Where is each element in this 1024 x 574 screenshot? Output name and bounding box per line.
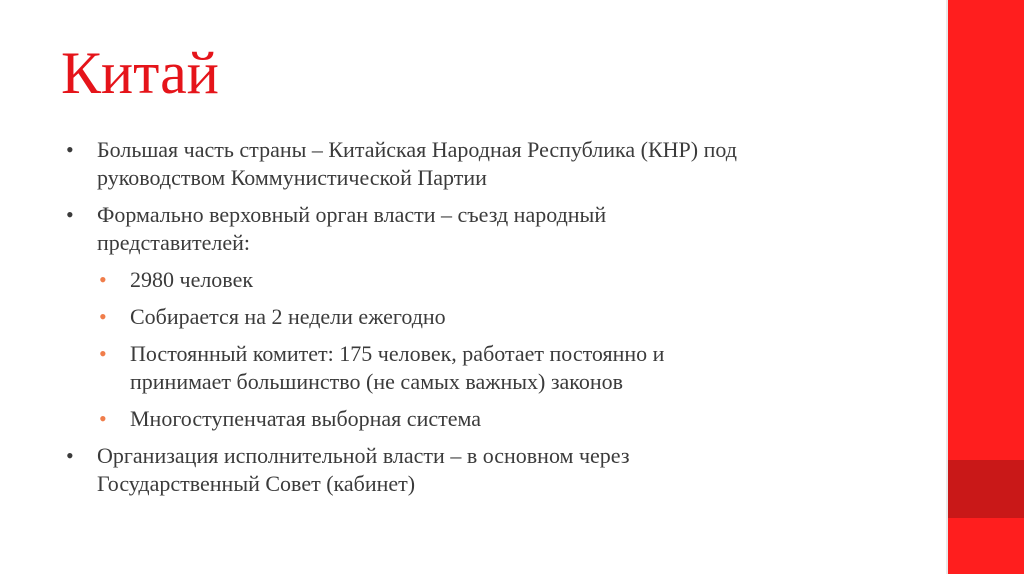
bullet-text: Формально верховный орган власти – съезд народный [97,202,607,227]
sub-bullet-item [99,266,926,294]
bullet-item [66,442,926,498]
sub-bullet-item [99,303,926,331]
accent-bar-dark-block [948,460,1024,518]
sub-bullet-marker: • [99,341,107,366]
bullet-text: руководством Коммунистической Партии [97,165,487,190]
bullet-text: Организация исполнительной власти – в основном через [97,443,630,468]
sub-bullet-text: принимает большинство (не самых важных) законов [130,369,624,394]
bullet-marker: • [66,202,74,227]
bullet-text: Государственный Совет (кабинет) [97,471,416,496]
slide-title: Китай [61,40,219,106]
bullet-text: представителей: [97,230,251,255]
bullet-marker: • [66,443,74,468]
sub-bullet-item [99,405,926,433]
sub-bullet-text: 2980 человек [130,267,254,292]
sub-bullet-text: Собирается на 2 недели ежегодно [130,304,446,329]
bullet-item [66,201,926,257]
bullet-item [66,136,926,192]
sub-bullet-marker: • [99,406,107,431]
bullet-list [66,136,926,507]
sub-bullet-text: Постоянный комитет: 175 человек, работает постоянно и [130,341,665,366]
sub-bullet-marker: • [99,304,107,329]
sub-bullet-item [99,340,926,396]
bullet-text: Большая часть страны – Китайская Народная Республика (КНР) под [97,137,737,162]
sub-bullet-marker: • [99,267,107,292]
sub-bullet-text: Многоступенчатая выборная система [130,406,482,431]
bullet-marker: • [66,137,74,162]
